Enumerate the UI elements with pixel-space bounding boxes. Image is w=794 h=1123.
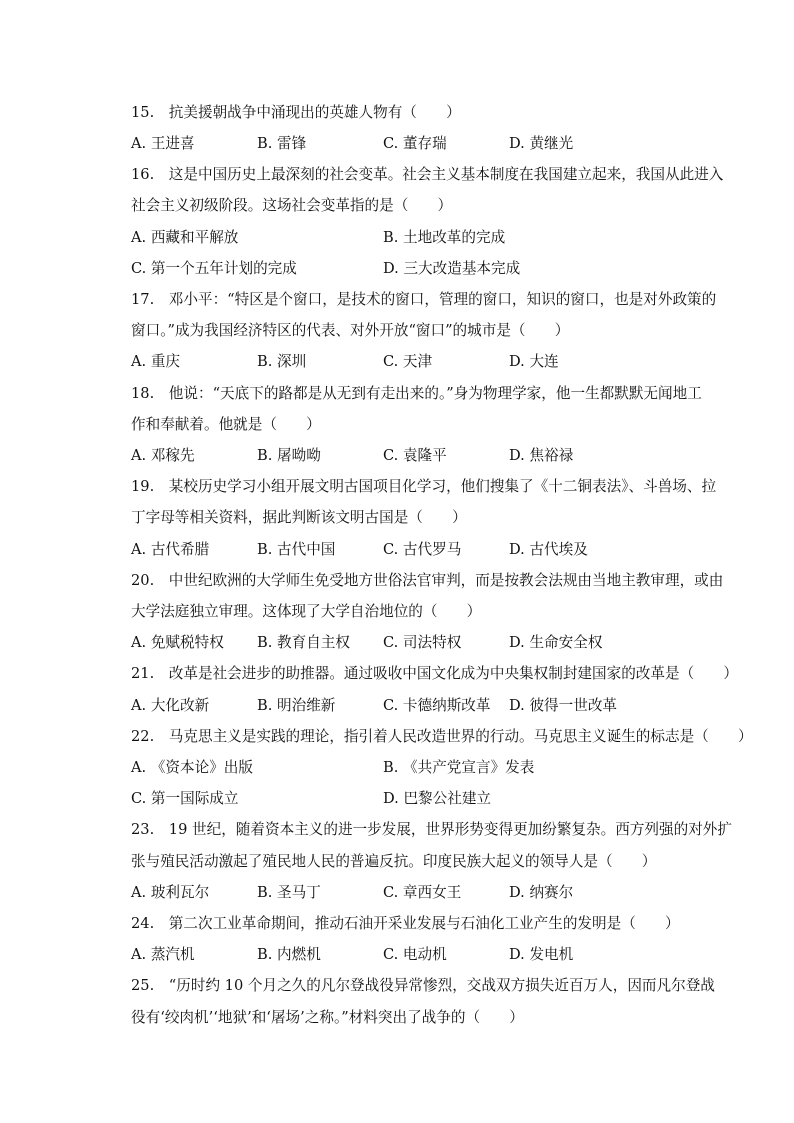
option-b[interactable]: B. 明治维新 (257, 697, 336, 714)
option-d[interactable]: D. 三大改造基本完成 (383, 260, 521, 277)
question-15-stem: 15. 抗美援朝战争中涌现出的英雄人物有（ ） (131, 104, 461, 121)
option-d[interactable]: D. 大连 (509, 353, 559, 370)
question-20-stem-line2: 大学法庭独立审理。这体现了大学自治地位的（ ） (131, 603, 482, 620)
option-c[interactable]: C. 第一个五年计划的完成 (131, 260, 297, 277)
question-23-options (131, 883, 698, 903)
option-b[interactable]: B. 《共产党宣言》发表 (383, 759, 535, 776)
question-19-stem-line2: 丁字母等相关资料，据此判断该文明古国是（ ） (131, 509, 467, 526)
option-a[interactable]: A. 《资本论》出版 (131, 759, 253, 776)
option-b[interactable]: B. 内燃机 (257, 946, 321, 963)
option-b[interactable]: B. 屠呦呦 (257, 447, 321, 464)
option-b[interactable]: B. 深圳 (257, 353, 307, 370)
option-c[interactable]: C. 卡德纳斯改革 (383, 697, 491, 714)
question-24-options (131, 945, 698, 965)
question-24-stem: 24. 第二次工业革命期间，推动石油开采业发展与石油化工业产生的发明是（ ） (131, 915, 680, 932)
question-20-options (131, 633, 698, 653)
option-d[interactable]: D. 焦裕禄 (509, 447, 574, 464)
option-b[interactable]: B. 雷锋 (257, 135, 307, 152)
question-22-stem: 22. 马克思主义是实践的理论，指引着人民改造世界的行动。马克思主义诞生的标志是（ ） (131, 728, 753, 745)
question-22-options-row1 (131, 758, 698, 778)
option-c[interactable]: C. 董存瑞 (383, 135, 447, 152)
question-23-stem-line2: 张与殖民活动激起了殖民地人民的普遍反抗。印度民族大起义的领导人是（ ） (131, 853, 657, 870)
option-d[interactable]: D. 巴黎公社建立 (383, 790, 492, 807)
option-d[interactable]: D. 彼得一世改革 (509, 697, 618, 714)
option-b[interactable]: B. 土地改革的完成 (383, 229, 506, 246)
option-d[interactable]: D. 黄继光 (509, 135, 574, 152)
option-a[interactable]: A. 王进喜 (131, 135, 195, 152)
question-17-stem-line1: 17. 邓小平：“特区是个窗口，是技术的窗口，管理的窗口，知识的窗口，也是对外政策的 (131, 291, 717, 308)
option-b[interactable]: B. 古代中国 (257, 541, 336, 558)
option-c[interactable]: C. 袁隆平 (383, 447, 447, 464)
question-17-stem-line2: 窗口。”成为我国经济特区的代表、对外开放“窗口”的城市是（ ） (131, 322, 570, 339)
question-16-options-row2 (131, 259, 698, 279)
option-a[interactable]: A. 古代希腊 (131, 541, 210, 558)
option-b[interactable]: B. 教育自主权 (257, 634, 350, 651)
option-c[interactable]: C. 古代罗马 (383, 541, 462, 558)
question-25-stem-line2: 役有‘绞肉机’‘地狱’和‘屠场’之称。”材料突出了战争的（ ） (131, 1009, 524, 1026)
option-c[interactable]: C. 天津 (383, 353, 433, 370)
option-a[interactable]: A. 西藏和平解放 (131, 229, 239, 246)
option-c[interactable]: C. 章西女王 (383, 884, 462, 901)
question-18-stem-line2: 作和奉献着。他就是（ ） (131, 416, 321, 433)
option-a[interactable]: A. 蒸汽机 (131, 946, 195, 963)
question-18-options (131, 446, 698, 466)
question-16-stem-line1: 16. 这是中国历史上最深刻的社会变革。社会主义基本制度在我国建立起来，我国从此进入 (131, 166, 724, 183)
option-d[interactable]: D. 发电机 (509, 946, 574, 963)
question-17-options (131, 352, 698, 372)
option-c[interactable]: C. 司法特权 (383, 634, 462, 651)
option-d[interactable]: D. 古代埃及 (509, 541, 588, 558)
option-c[interactable]: C. 第一国际成立 (131, 790, 239, 807)
question-16-options-row1 (131, 228, 698, 248)
question-25-stem-line1: 25. “历时约 10 个月之久的凡尔登战役异常惨烈，交战双方损失近百万人，因而凡尔登战 (131, 977, 715, 994)
option-d[interactable]: D. 生命安全权 (509, 634, 603, 651)
question-23-stem-line1: 23. 19 世纪，随着资本主义的进一步发展，世界形势变得更加纷繁复杂。西方列强的对外扩 (131, 821, 732, 838)
question-18-stem-line1: 18. 他说：“天底下的路都是从无到有走出来的。”身为物理学家，他一生都默默无闻地工 (131, 385, 702, 402)
option-a[interactable]: A. 大化改新 (131, 697, 210, 714)
question-15-options (131, 134, 698, 154)
option-d[interactable]: D. 纳赛尔 (509, 884, 574, 901)
option-a[interactable]: A. 重庆 (131, 353, 181, 370)
option-a[interactable]: A. 玻利瓦尔 (131, 884, 210, 901)
question-21-options (131, 696, 698, 716)
question-19-options (131, 540, 698, 560)
option-a[interactable]: A. 免赋税特权 (131, 634, 224, 651)
option-b[interactable]: B. 圣马丁 (257, 884, 321, 901)
question-22-options-row2 (131, 789, 698, 809)
option-c[interactable]: C. 电动机 (383, 946, 447, 963)
question-20-stem-line1: 20. 中世纪欧洲的大学师生免受地方世俗法官审判，而是按教会法规由当地主教审理，或由 (131, 572, 724, 589)
question-19-stem-line1: 19. 某校历史学习小组开展文明古国项目化学习，他们搜集了《十二铜表法》、斗兽场、拉 (131, 478, 717, 495)
question-21-stem: 21. 改革是社会进步的助推器。通过吸收中国文化成为中央集权制封建国家的改革是（ ） (131, 665, 738, 682)
option-a[interactable]: A. 邓稼先 (131, 447, 195, 464)
question-16-stem-line2: 社会主义初级阶段。这场社会变革指的是（ ） (131, 197, 453, 214)
